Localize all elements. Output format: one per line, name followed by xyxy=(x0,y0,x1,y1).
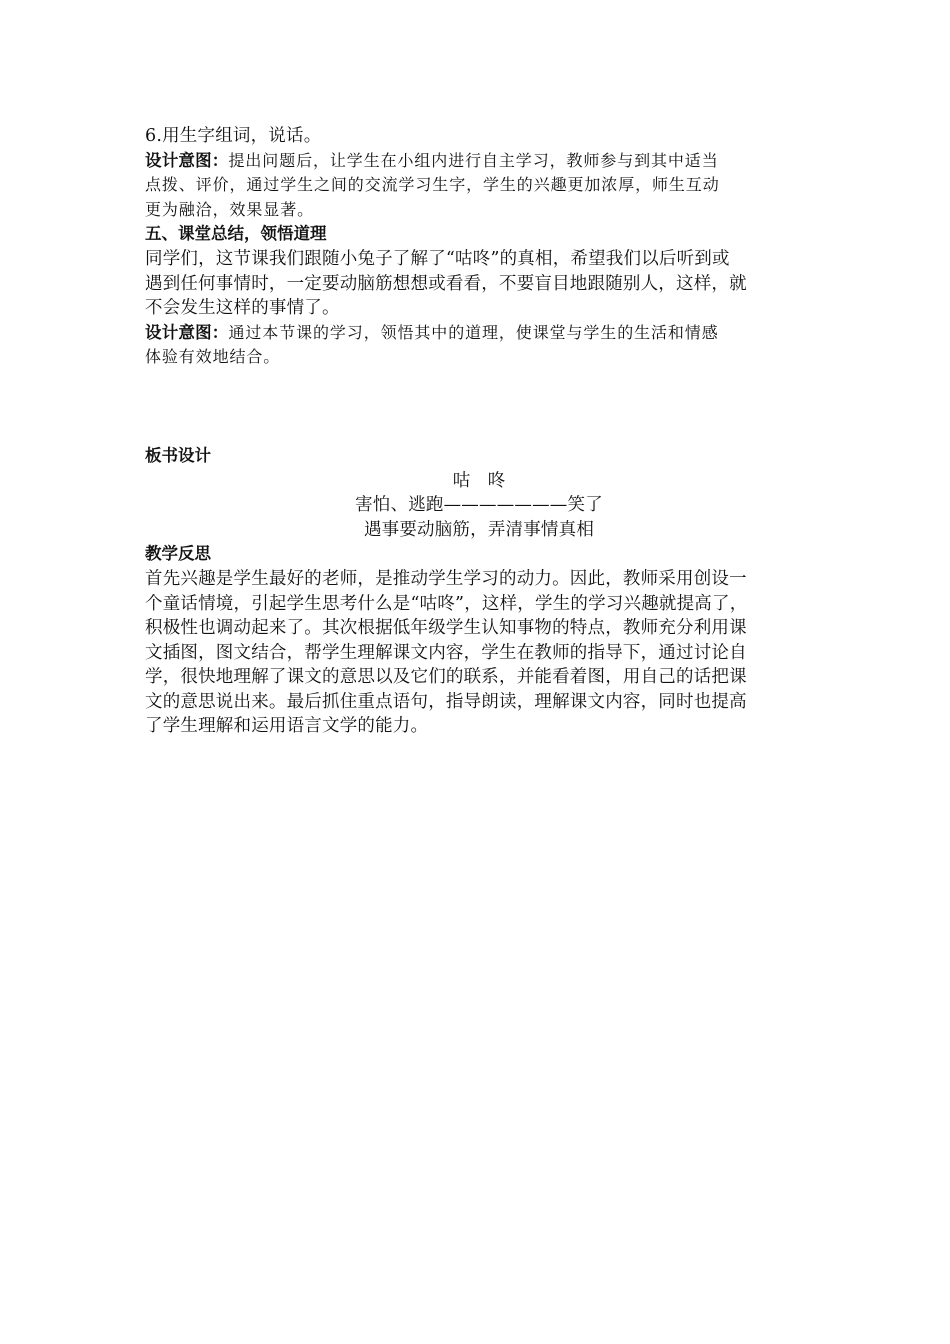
reflection-text: 文的意思说出来。最后抓住重点语句，指导朗读，理解课文内容，同时也提高 xyxy=(145,691,747,712)
design-intent-label: 设计意图： xyxy=(145,150,229,170)
summary-text: 同学们，这节课我们跟随小兔子了解了“咕咚”的真相，希望我们以后听到或 xyxy=(145,248,730,269)
section5-heading: 五、课堂总结，领悟道理 xyxy=(145,224,327,244)
section6-line: 6.用生字组词，说话。 xyxy=(145,126,322,146)
summary-text: 遇到任何事情时，一定要动脑筋想想或看看，不要盲目地跟随别人，这样，就 xyxy=(145,273,747,294)
reflection-text: 文插图，图文结合，帮学生理解课文内容，学生在教师的指导下，通过讨论自 xyxy=(145,642,747,663)
document-page xyxy=(145,124,813,739)
board-design-heading: 板书设计 xyxy=(145,445,211,465)
board-line-2: 遇事要动脑筋，弄清事情真相 xyxy=(363,519,595,540)
reflection-text: 学，很快地理解了课文的意思以及它们的联系，并能看着图，用自己的话把课 xyxy=(145,667,747,688)
design-intent-paragraph-1 xyxy=(145,149,813,174)
reflection-text: 了学生理解和运用语言文学的能力。 xyxy=(145,716,429,737)
summary-text: 不会发生这样的事情了。 xyxy=(145,298,340,319)
design-intent-text: 更为融洽，效果显著。 xyxy=(145,199,315,219)
reflection-heading: 教学反思 xyxy=(145,544,211,564)
reflection-text: 个童话情境，引起学生思考什么是“咕咚”，这样，学生的学习兴趣就提高了， xyxy=(145,593,748,614)
reflection-text: 首先兴趣是学生最好的老师，是推动学生学习的动力。因此，教师采用创设一 xyxy=(145,568,747,589)
board-title: 咕 咚 xyxy=(452,470,506,491)
board-line-1: 害怕、逃跑———————笑了 xyxy=(355,495,603,516)
design-intent-paragraph-2 xyxy=(145,321,813,346)
design-intent-text: 通过本节课的学习，领悟其中的道理，使课堂与学生的生活和情感 xyxy=(228,322,719,342)
spacer xyxy=(145,370,813,444)
design-intent-text: 体验有效地结合。 xyxy=(145,347,281,367)
reflection-text: 积极性也调动起来了。其次根据低年级学生认知事物的特点，教师充分利用课 xyxy=(145,618,747,639)
design-intent-label: 设计意图： xyxy=(145,322,229,342)
design-intent-text: 点拨、评价，通过学生之间的交流学习生字，学生的兴趣更加浓厚，师生互动 xyxy=(145,175,720,195)
design-intent-text: 提出问题后，让学生在小组内进行自主学习，教师参与到其中适当 xyxy=(228,150,719,170)
